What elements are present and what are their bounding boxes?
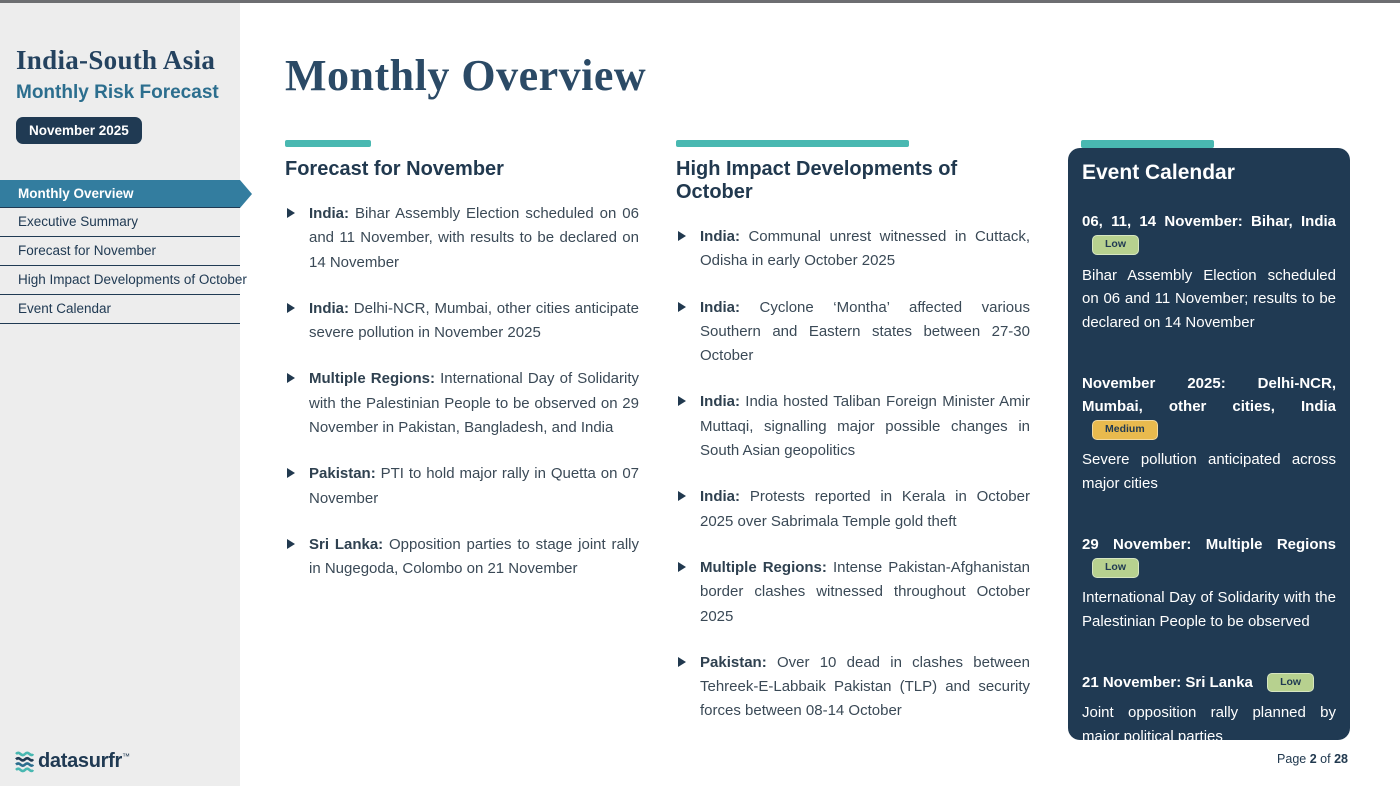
bullet-triangle-icon: [678, 491, 686, 501]
event-description: Joint opposition rally planned by major political parties: [1082, 703, 1336, 745]
high-impact-item: [676, 225, 1030, 274]
high-impact-item-lead: India:: [700, 488, 740, 506]
forecast-item-lead: India:: [309, 299, 349, 317]
forecast-item-lead: Multiple Regions:: [309, 370, 435, 388]
sidebar-item-forecast-for-november[interactable]: Forecast for November: [0, 237, 240, 266]
bullet-triangle-icon: [678, 396, 686, 406]
high-impact-item: [676, 651, 1030, 724]
forecast-item-lead: Sri Lanka:: [309, 535, 384, 553]
accent-bar-event-calendar: [1081, 140, 1214, 148]
bullet-triangle-icon: [678, 231, 686, 241]
bullet-triangle-icon: [678, 302, 686, 312]
high-impact-item-text: India: Communal unrest witnessed in Cuttack, Odisha in early October 2025: [700, 228, 1030, 270]
high-impact-item-lead: Multiple Regions:: [700, 558, 827, 576]
high-impact-item: [676, 390, 1030, 463]
event-item: [1082, 210, 1336, 335]
page-number-current: 2: [1309, 752, 1317, 766]
sidebar-item-high-impact-developments-of-october[interactable]: High Impact Developments of October: [0, 266, 240, 295]
bullet-triangle-icon: [287, 303, 295, 313]
report-title: India-South Asia: [16, 45, 216, 75]
event-description: Bihar Assembly Election scheduled on 06 and 11 November; results to be declared on 14 November: [1082, 266, 1336, 331]
high-impact-list: [676, 225, 1030, 724]
forecast-item: [285, 202, 639, 275]
bullet-triangle-icon: [678, 562, 686, 572]
event-list: [1082, 210, 1336, 748]
report-subtitle: Monthly Risk Forecast: [16, 82, 219, 103]
waves-icon: [15, 751, 34, 773]
forecast-item-text: India: Bihar Assembly Election scheduled on 06 and 11 November, with results to be declared on 14 November: [309, 205, 639, 271]
high-impact-item-text: India: India hosted Taliban Foreign Minister Amir Muttaqi, signalling major possible changes in South Asian geopolitics: [700, 393, 1030, 460]
event-calendar-panel: [1068, 148, 1350, 745]
high-impact-item-lead: India:: [700, 393, 740, 411]
forecast-item-text: Sri Lanka: Opposition parties to stage joint rally in Nugegoda, Colombo on 21 November: [309, 535, 639, 578]
high-impact-item-text: Pakistan: Over 10 dead in clashes between Tehreek-E-Labbaik Pakistan (TLP) and security forces between 08-14 October: [700, 653, 1030, 720]
logo: [15, 750, 130, 773]
page-number-total: 28: [1334, 752, 1348, 766]
sidebar-item-monthly-overview[interactable]: Monthly Overview: [0, 180, 240, 208]
high-impact-item-lead: India:: [700, 298, 740, 316]
high-impact-item-lead: India:: [700, 228, 740, 245]
forecast-item: [285, 533, 639, 582]
high-impact-heading: High Impact Developments of October: [676, 158, 958, 203]
page-title: Monthly Overview: [285, 51, 647, 100]
event-title: 29 November: Multiple Regions Low: [1082, 533, 1336, 580]
event-title: 06, 11, 14 November: Bihar, India Low: [1082, 210, 1336, 257]
high-impact-item-text: India: Protests reported in Kerala in October 2025 over Sabrimala Temple gold theft: [700, 488, 1030, 530]
event-description: International Day of Solidarity with the Palestinian People to be observed: [1082, 589, 1336, 630]
event-description: Severe pollution anticipated across major cities: [1082, 451, 1336, 492]
event-item: [1082, 533, 1336, 634]
high-impact-item-lead: Pakistan:: [700, 653, 767, 671]
forecast-item: [285, 297, 639, 346]
forecast-item-lead: India:: [309, 205, 349, 222]
severity-badge: Low: [1267, 673, 1314, 693]
severity-badge: Low: [1092, 558, 1139, 578]
event-item: [1082, 671, 1336, 749]
forecast-item-lead: Pakistan:: [309, 465, 376, 483]
high-impact-item: [676, 296, 1030, 369]
period-badge: November 2025: [16, 117, 142, 144]
logo-trademark: ™: [122, 752, 130, 761]
forecast-heading: Forecast for November: [285, 158, 504, 180]
forecast-item-text: India: Delhi-NCR, Mumbai, other cities anticipate severe pollution in November 2025: [309, 299, 639, 342]
logo-text: datasurfr: [38, 750, 122, 772]
event-title: 21 November: Sri Lanka Low: [1082, 671, 1336, 694]
page-number-of: of: [1320, 752, 1331, 766]
bullet-triangle-icon: [287, 208, 295, 218]
severity-badge: Medium: [1092, 420, 1158, 440]
bullet-triangle-icon: [287, 373, 295, 383]
event-calendar-heading: Event Calendar: [1082, 161, 1235, 184]
forecast-column: [285, 140, 639, 604]
high-impact-item-text: Multiple Regions: Intense Pakistan-Afghanistan border clashes witnessed throughout October 2025: [700, 558, 1031, 625]
severity-badge: Low: [1092, 235, 1139, 255]
bullet-triangle-icon: [287, 468, 295, 478]
high-impact-item: [676, 556, 1030, 629]
page-number: [1277, 752, 1348, 766]
forecast-item: [285, 462, 639, 511]
accent-bar-forecast: [285, 140, 371, 147]
forecast-list: [285, 202, 639, 582]
accent-bar-high-impact: [676, 140, 909, 147]
bullet-triangle-icon: [287, 539, 295, 549]
sidebar-nav: [0, 180, 247, 324]
page-number-prefix: Page: [1277, 752, 1307, 766]
sidebar-item-event-calendar[interactable]: Event Calendar: [0, 295, 240, 324]
bullet-triangle-icon: [678, 657, 686, 667]
high-impact-item-text: India: Cyclone ‘Montha’ affected various Southern and Eastern states between 27-30 October: [700, 298, 1030, 365]
sidebar-item-executive-summary[interactable]: Executive Summary: [0, 208, 240, 237]
forecast-item-text: Multiple Regions: International Day of Solidarity with the Palestinian People to be observed on 29 November in Pakistan, Bangladesh, and India: [309, 370, 640, 437]
sidebar: [0, 3, 247, 786]
forecast-item: [285, 367, 639, 440]
event-title: November 2025: Delhi-NCR, Mumbai, other cities, India Medium: [1082, 372, 1336, 442]
forecast-item-text: Pakistan: PTI to hold major rally in Quetta on 07 November: [309, 465, 639, 507]
high-impact-column: [676, 140, 1030, 746]
high-impact-item: [676, 485, 1030, 534]
event-item: [1082, 372, 1336, 496]
